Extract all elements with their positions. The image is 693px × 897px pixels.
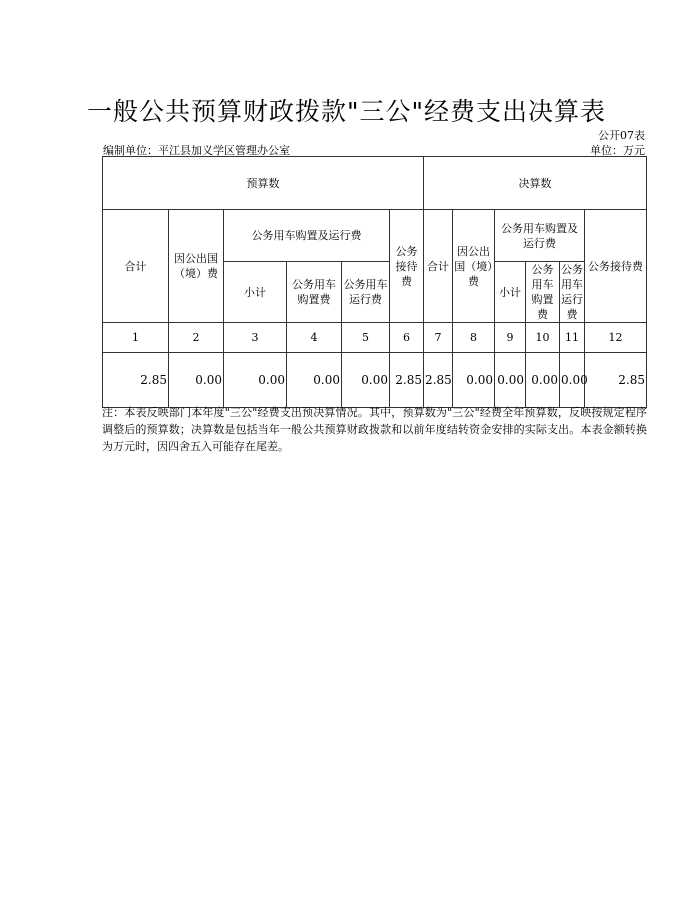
budget-vehicle-purchase-header: 公务用车购置费 [287,262,342,323]
col-number: 5 [342,323,390,353]
col-number: 9 [495,323,526,353]
final-vehicle-operation-header: 公务用车运行费 [561,263,583,321]
table-cell: 0.00 [224,353,287,408]
col-number: 3 [224,323,287,353]
col-number: 1 [103,323,169,353]
col-number: 12 [585,323,647,353]
table-cell: 2.85 [390,353,424,408]
expense-table [102,156,647,408]
final-subtotal-header: 小计 [495,262,526,323]
final-vehicle-group-header: 公务用车购置及运行费 [495,210,585,262]
col-number: 8 [453,323,495,353]
table-cell: 2.85 [103,353,169,408]
table-cell: 0.00 [526,353,560,408]
budget-reception-header: 公务接待费 [390,210,424,323]
currency-unit: 单位：万元 [590,144,645,157]
budget-header: 预算数 [103,157,424,210]
final-reception-header: 公务接待费 [585,210,647,323]
col-number: 6 [390,323,424,353]
budget-abroad-header: 因公出国（境）费 [169,210,224,323]
budget-vehicle-operation-header: 公务用车运行费 [342,262,390,323]
budget-total-header: 合计 [103,210,169,323]
final-header: 决算数 [424,157,647,210]
table-cell: 2.85 [585,353,647,408]
table-row [103,353,647,408]
form-number: 公开07表 [598,129,645,142]
table-cell: 0.00 [169,353,224,408]
col-number: 2 [169,323,224,353]
table-cell: 0.00 [560,353,585,408]
footnote: 注：本表反映部门本年度"三公"经费支出预决算情况。其中，预算数为"三公"经费全年预算数，反映按规定程序调整后的预算数；决算数是包括当年一般公共预算财政拨款和以前年度结转资金安排的实际支出。本表金额转换为万元时，因四舍五入可能存在尾差。 [102,406,647,453]
col-number: 7 [424,323,453,353]
table-cell: 2.85 [424,353,453,408]
page-title: 一般公共预算财政拨款"三公"经费支出决算表 [87,97,606,126]
table-cell: 0.00 [342,353,390,408]
col-number: 11 [560,323,585,353]
col-number: 4 [287,323,342,353]
final-vehicle-purchase-header: 公务用车购置费 [526,262,560,323]
table-cell: 0.00 [287,353,342,408]
compiling-unit: 编制单位：平江县加义学区管理办公室 [103,144,290,157]
col-number: 10 [526,323,560,353]
table-cell: 0.00 [453,353,495,408]
final-abroad-header: 因公出国（境）费 [453,210,495,323]
table-cell: 0.00 [495,353,526,408]
budget-subtotal-header: 小计 [224,262,287,323]
final-total-header: 合计 [424,210,453,323]
budget-vehicle-group-header: 公务用车购置及运行费 [224,210,390,262]
